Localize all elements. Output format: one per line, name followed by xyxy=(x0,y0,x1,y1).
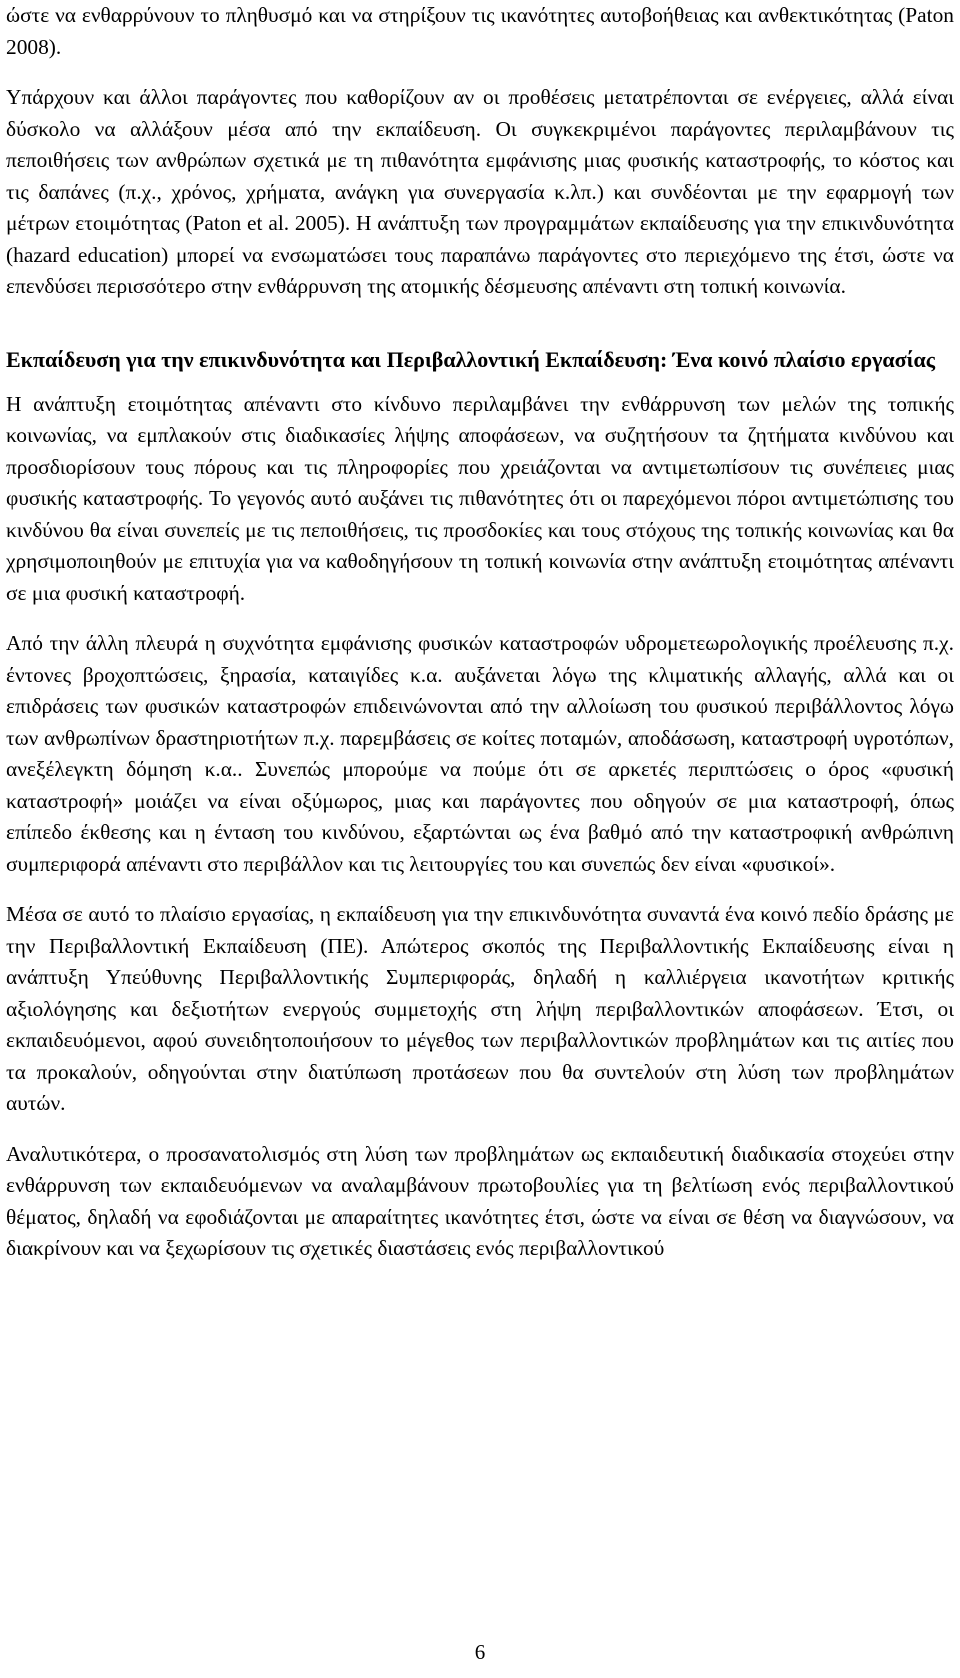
paragraph-environmental-education: Μέσα σε αυτό το πλαίσιο εργασίας, η εκπαίδευση για την επικινδυνότητα συναντά ένα κοινό πεδίο δράσης με την Περιβαλλοντική Εκπαίδευση (ΠΕ). Απώτερος σκοπός της Περιβαλλοντικής Εκπαίδευσης είναι η ανάπτυξη Υπεύθυνης Περιβαλλοντικής Συμπεριφοράς, δηλαδή η καλλιέργεια ικανοτήτων κριτικής αξιολόγησης και δεξιοτήτων ενεργούς συμμετοχής στη λήψη περιβαλλοντικών αποφάσεων. Έτσι, οι εκπαιδευόμενοι, αφού συνειδητοποιήσουν το μέγεθος των περιβαλλοντικών προβλημάτων και τις αιτίες που τα προκαλούν, οδηγούνται στην διατύπωση προτάσεων που θα συντελούν στη λύση των προβλημάτων αυτών. xyxy=(6,902,954,1115)
paragraph-preparedness: Η ανάπτυξη ετοιμότητας απέναντι στο κίνδυνο περιλαμβάνει την ενθάρρυνση των μελών της τοπικής κοινωνίας, να εμπλακούν στις διαδικασίες λήψης αποφάσεων, να συζητήσουν τα ζητήματα κινδύνου και προσδιορίσουν τους πόρους και τις πληροφορίες που χρειάζονται να αντιμετωπίσουν τις συνέπειες μιας φυσικής καταστροφής. Το γεγονός αυτό αυξάνει τις πιθανότητες ότι οι παρεχόμενοι πόροι αντιμετώπισης του κινδύνου θα είναι συνεπείς με τις πεποιθήσεις, τις προσδοκίες και τους στόχους της τοπικής κοινωνίας και θα χρησιμοποιηθούν με επιτυχία για να καθοδηγήσουν τη τοπική κοινωνία στην ανάπτυξη ετοιμότητας απέναντι σε μια φυσική καταστροφή. xyxy=(6,391,954,605)
document-page xyxy=(6,0,954,1265)
section-heading: Εκπαίδευση για την επικινδυνότητα και Περιβαλλοντική Εκπαίδευση: Ένα κοινό πλαίσιο εργασίας xyxy=(6,346,936,372)
paragraph-climate-change: Από την άλλη πλευρά η συχνότητα εμφάνισης φυσικών καταστροφών υδρομετεωρολογικής προέλευσης π.χ. έντονες βροχοπτώσεις, ξηρασία, καταιγίδες κ.α. αυξάνεται λόγω της κλιματικής αλλαγής, αλλά και οι επιδράσεις των φυσικών καταστροφών επιδεινώνονται από την αλλοίωση του φυσικού περιβάλλοντος λόγω των ανθρωπίνων δραστηριοτήτων π.χ. παρεμβάσεις σε κοίτες ποταμών, αποδάσωση, καταστροφή υγροτόπων, ανεξέλεγκτη δόμηση κ.α.. Συνεπώς μπορούμε να πούμε ότι σε αρκετές περιπτώσεις ο όρος «φυσική καταστροφή» μοιάζει να είναι οξύμωρος, μιας και παράγοντες που οδηγούν σε μια καταστροφή, όπως επίπεδο έκθεσης και η ένταση του κινδύνου, εξαρτώνται ως ένα βαθμό από την καταστροφική ανθρώπινη συμπεριφορά απέναντι στο περιβάλλον και τις λειτουργίες του και συνεπώς δεν είναι «φυσικοί». xyxy=(6,631,954,876)
paragraph-problem-solving: Αναλυτικότερα, ο προσανατολισμός στη λύση των προβλημάτων ως εκπαιδευτική διαδικασία στοχεύει στην ενθάρρυνση των εκπαιδευόμενων να αναλαμβάνουν πρωτοβουλίες για τη βελτίωση ενός περιβαλλοντικού θέματος, δηλαδή να εφοδιάζονται με απαραίτητες ικανότητες έτσι, ώστε να είναι σε θέση να διαγνώσουν, να διακρίνουν και να ξεχωρίσουν τις σχετικές διαστάσεις ενός περιβαλλοντικού xyxy=(6,1141,954,1260)
paragraph-other-factors: Υπάρχουν και άλλοι παράγοντες που καθορίζουν αν οι προθέσεις μετατρέπονται σε ενέργειες, αλλά είναι δύσκολο να αλλάξουν μέσα από την εκπαίδευση. Οι συγκεκριμένοι παράγοντες περιλαμβάνουν τις πεποιθήσεις των ανθρώπων σχετικά με τη πιθανότητα εμφάνισης μιας φυσικής καταστροφής, το κόστος και τις δαπάνες (π.χ., χρόνος, χρήματα, ανάγκη για συνεργασία κ.λπ.) και συνδέονται με την εφαρμογή των μέτρων ετοιμότητας (Paton et al. 2005). Η ανάπτυξη των προγραμμάτων εκπαίδευσης για την επικινδυνότητα (hazard education) μπορεί να ενσωματώσει τους παραπάνω παράγοντες στο περιεχόμενο της έτσι, ώστε να επενδύσει περισσότερο στην ενθάρρυνση της ατομικής δέσμευσης απέναντι στη τοπική κοινωνία. xyxy=(6,85,954,298)
page-number: 6 xyxy=(474,1640,486,1664)
paragraph-continuation: ώστε να ενθαρρύνουν το πληθυσμό και να στηρίξουν τις ικανότητες αυτοβοήθειας και ανθεκτικότητας (Paton 2008). xyxy=(6,3,954,59)
